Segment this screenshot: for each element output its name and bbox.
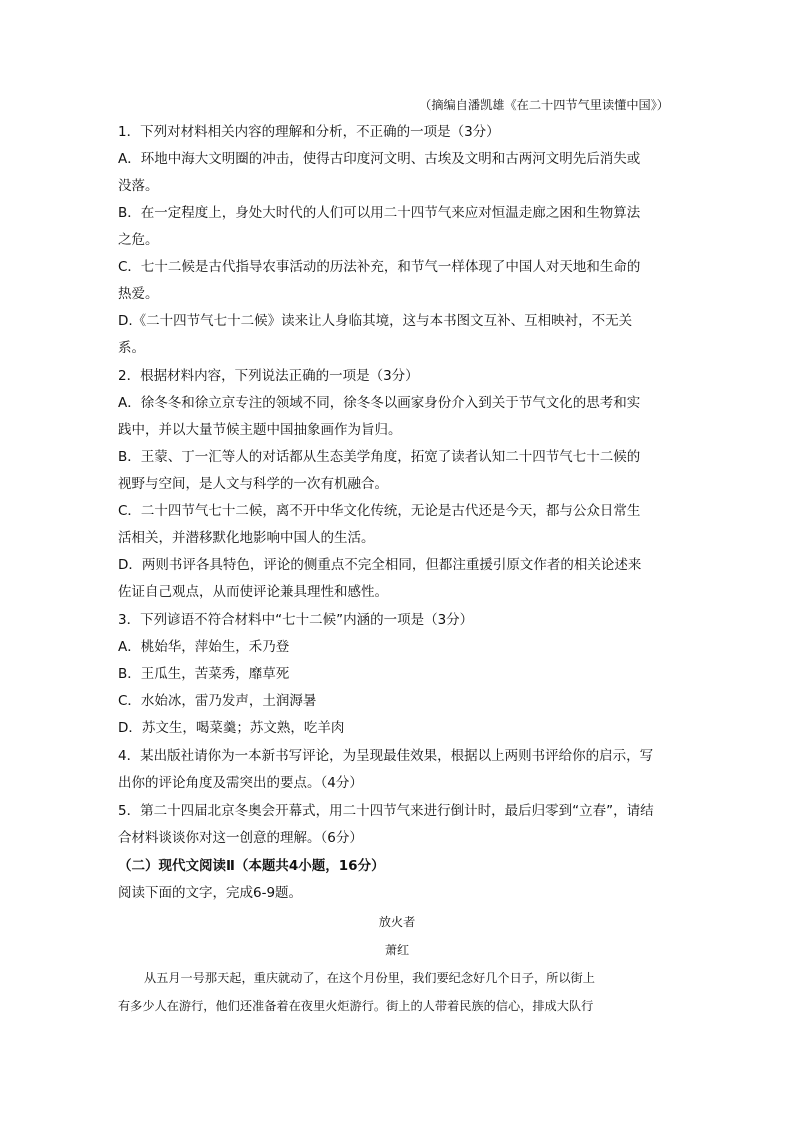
question-1-option-c: C．七十二候是古代指导农事活动的历法补充，和节气一样体现了中国人对天地和生命的 (118, 259, 641, 275)
question-2-option-c-cont: 活相关，并潜移默化地影响中国人的生活。 (118, 530, 375, 546)
section-heading: （二）现代文阅读Ⅱ（本题共4小题，16分） (118, 858, 385, 874)
question-4-text: 4．某出版社请你为一本新书写评论，为呈现最佳效果，根据以上两则书评给你的启示，写 (118, 748, 654, 764)
question-2-option-d-cont: 佐证自己观点，从而使评论兼具理性和感性。 (118, 584, 388, 600)
question-2-option-b-cont: 视野与空间，是人文与科学的一次有机融合。 (118, 476, 388, 492)
question-3-option-a: A．桃始华，萍始生，禾乃登 (118, 639, 290, 655)
question-1-option-c-cont: 热爱。 (118, 286, 159, 302)
passage-paragraph-line: 从五月一号那天起，重庆就动了，在这个月份里，我们要纪念好几个日子，所以街上 (144, 971, 595, 985)
section-instruction: 阅读下面的文字，完成6-9题。 (118, 885, 303, 901)
question-1-option-b: B．在一定程度上，身处大时代的人们可以用二十四节气来应对恒温走廊之困和生物算法 (118, 205, 641, 221)
question-2-stem: 2．根据材料内容，下列说法正确的一项是（3分） (118, 368, 419, 384)
source-citation: （摘编自潘凯雄《在二十四节气里读懂中国》） (419, 98, 669, 112)
question-2-option-a-cont: 践中，并以大量节候主题中国抽象画作为旨归。 (118, 422, 402, 438)
question-2-option-b: B．王蒙、丁一汇等人的对话都从生态美学角度，拓宽了读者认知二十四节气七十二候的 (118, 449, 641, 465)
question-1-option-a: A．环地中海大文明圈的冲击，使得古印度河文明、古埃及文明和古两河文明先后消失或 (118, 151, 641, 167)
passage-title: 放火者 (378, 915, 416, 929)
question-4-text-cont: 出你的评论角度及需突出的要点。（4分） (118, 775, 363, 791)
question-5-text-cont: 合材料谈谈你对这一创意的理解。（6分） (118, 830, 363, 846)
question-1-option-d: D.《二十四节气七十二候》读来让人身临其境，这与本书图文互补、互相映衬，不无关 (118, 313, 633, 329)
question-2-option-c: C．二十四节气七十二候，离不开中华文化传统，无论是古代还是今天，都与公众日常生 (118, 503, 641, 519)
question-1-option-a-cont: 没落。 (118, 178, 159, 194)
passage-paragraph-line-cont: 有多少人在游行，他们还准备着在夜里火炬游行。街上的人带着民族的信心，排成大队行 (118, 999, 594, 1013)
question-3-option-c: C．水始冰，雷乃发声，土润溽暑 (118, 693, 317, 709)
question-2-option-d: D．两则书评各具特色，评论的侧重点不完全相同，但都注重援引原文作者的相关论述来 (118, 557, 642, 573)
passage-author: 萧红 (384, 943, 410, 957)
question-1-option-b-cont: 之危。 (118, 232, 159, 248)
question-3-option-b: B．王瓜生，苦菜秀，靡草死 (118, 666, 290, 682)
question-3-stem: 3．下列谚语不符合材料中“七十二候”内涵的一项是（3分） (118, 612, 474, 628)
question-5-text: 5．第二十四届北京冬奥会开幕式，用二十四节气来进行倒计时，最后归零到“立春”，请结 (118, 803, 654, 819)
question-2-option-a: A．徐冬冬和徐立京专注的领域不同，徐冬冬以画家身份介入到关于节气文化的思考和实 (118, 395, 641, 411)
question-1-option-d-cont: 系。 (118, 340, 145, 356)
question-3-option-d: D．苏文生，喝菜羹；苏文熟，吃羊肉 (118, 720, 345, 736)
question-1-stem: 1．下列对材料相关内容的理解和分析，不正确的一项是（3分） (118, 124, 500, 140)
